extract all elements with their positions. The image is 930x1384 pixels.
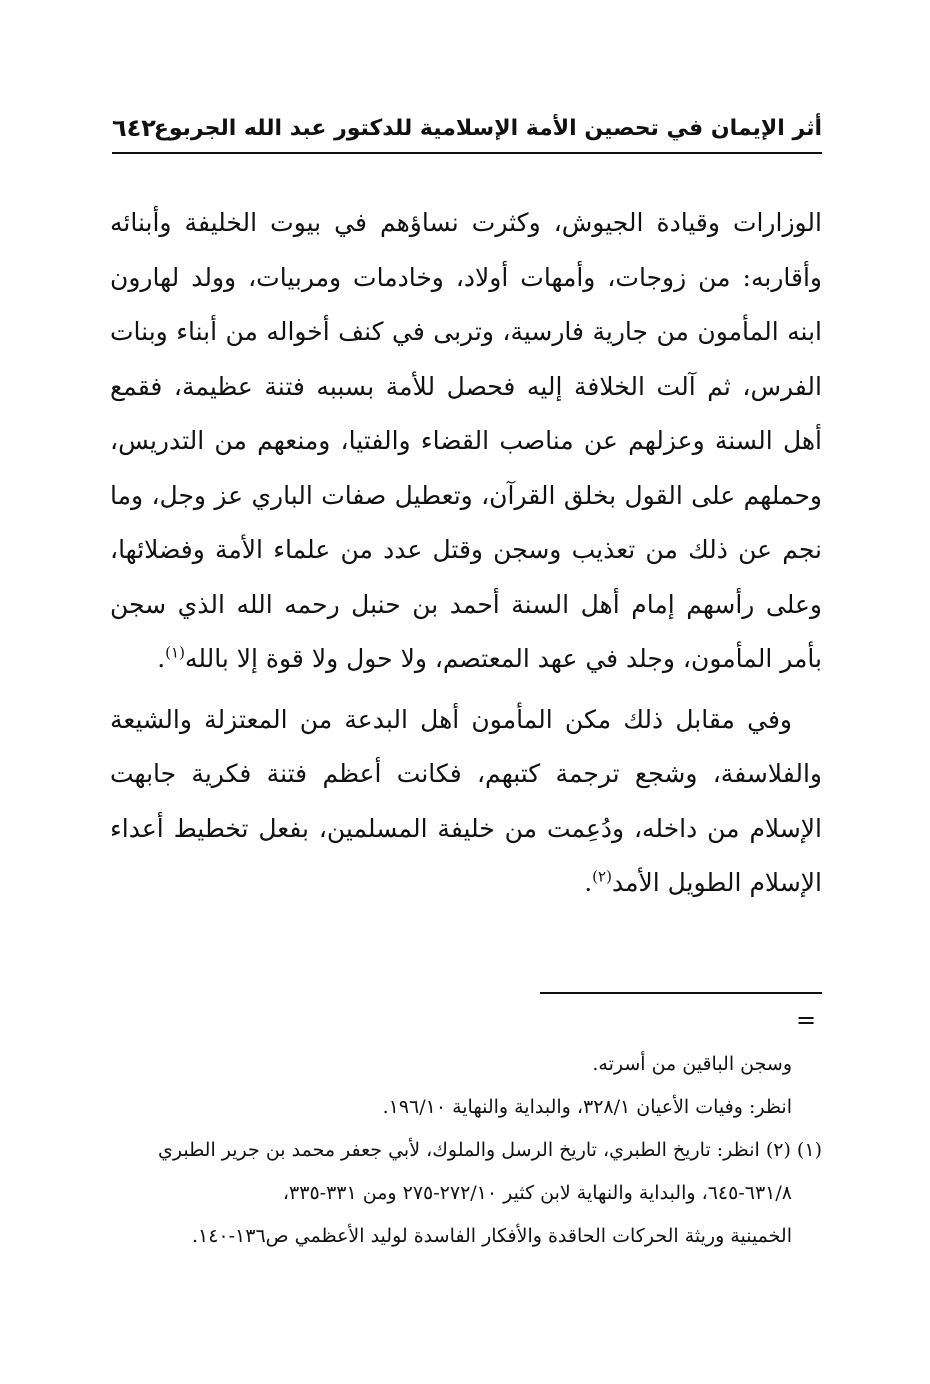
footnote-ref-1[interactable]: (١) xyxy=(165,643,185,662)
footnote-separator xyxy=(540,992,822,994)
running-title: أثر الإيمان في تحصين الأمة الإسلامية للدكتور عبد الله الجربوع xyxy=(153,116,822,141)
footnote-continuation-mark: = xyxy=(796,1006,817,1034)
body-text xyxy=(110,196,822,911)
paragraph-1-end: . xyxy=(157,644,166,673)
header-rule xyxy=(112,152,822,154)
page-number: ٦٤٢ xyxy=(112,114,156,142)
footnote-line-3: (١) (٢) انظر: تاريخ الطبري، تاريخ الرسل والملوك، لأبي جعفر محمد بن جرير الطبري xyxy=(158,1139,822,1161)
paragraph-1-text: الوزارات وقيادة الجيوش، وكثرت نساؤهم في بيوت الخليفة وأبنائه وأقاربه: من زوجات، وأمهات أولاد، وخادمات ومربيات، وولد لهارون ابنه المأمون من جارية فارسية، وتربى في كنف أخواله من أبناء وبنات الفرس، ثم آلت الخلافة إليه فحصل للأمة بسببه فتنة عظيمة، فقمع أهل السنة وعزلهم عن مناصب القضاء والفتيا، ومنعهم من التدريس، وحملهم على القول بخلق القرآن، وتعطيل صفات الباري عز وجل، وما نجم عن ذلك من تعذيب وسجن وقتل عدد من علماء الأمة وفضلائها، وعلى رأسهم إمام أهل السنة أحمد بن حنبل رحمه الله الذي سجن بأمر المأمون، وجلد في عهد المعتصم، ولا حول ولا قوة إلا بالله xyxy=(110,208,823,673)
page-header xyxy=(112,112,822,152)
paragraph-2-end: . xyxy=(584,868,593,897)
footnotes xyxy=(112,1043,822,1258)
footnote-ref-2[interactable]: (٢) xyxy=(592,867,612,886)
footnote-line-2: انظر: وفيات الأعيان ٣٢٨/١، والبداية والنهاية ١٩٦/١٠. xyxy=(382,1096,792,1118)
footnote-line-5: الخمينية وريثة الحركات الحاقدة والأفكار الفاسدة لوليد الأعظمي ص١٣٦-١٤٠. xyxy=(191,1225,792,1247)
footnote-line-1: وسجن الباقين من أسرته. xyxy=(592,1053,792,1075)
paragraph-1 xyxy=(110,196,822,687)
paragraph-2 xyxy=(110,693,822,911)
paragraph-2-text: وفي مقابل ذلك مكن المأمون أهل البدعة من المعتزلة والشيعة والفلاسفة، وشجع ترجمة كتبهم، فكانت أعظم فتنة فكرية جابهت الإسلام من داخله، ودُعِمت من خليفة المسلمين، بفعل تخطيط أعداء الإسلام الطويل الأمد xyxy=(110,704,822,897)
footnote-line-4: ٦٣١/٨-٦٤٥، والبداية والنهاية لابن كثير ٢٧٢/١٠-٢٧٥ ومن ٣٣١-٣٣٥، xyxy=(282,1182,792,1204)
